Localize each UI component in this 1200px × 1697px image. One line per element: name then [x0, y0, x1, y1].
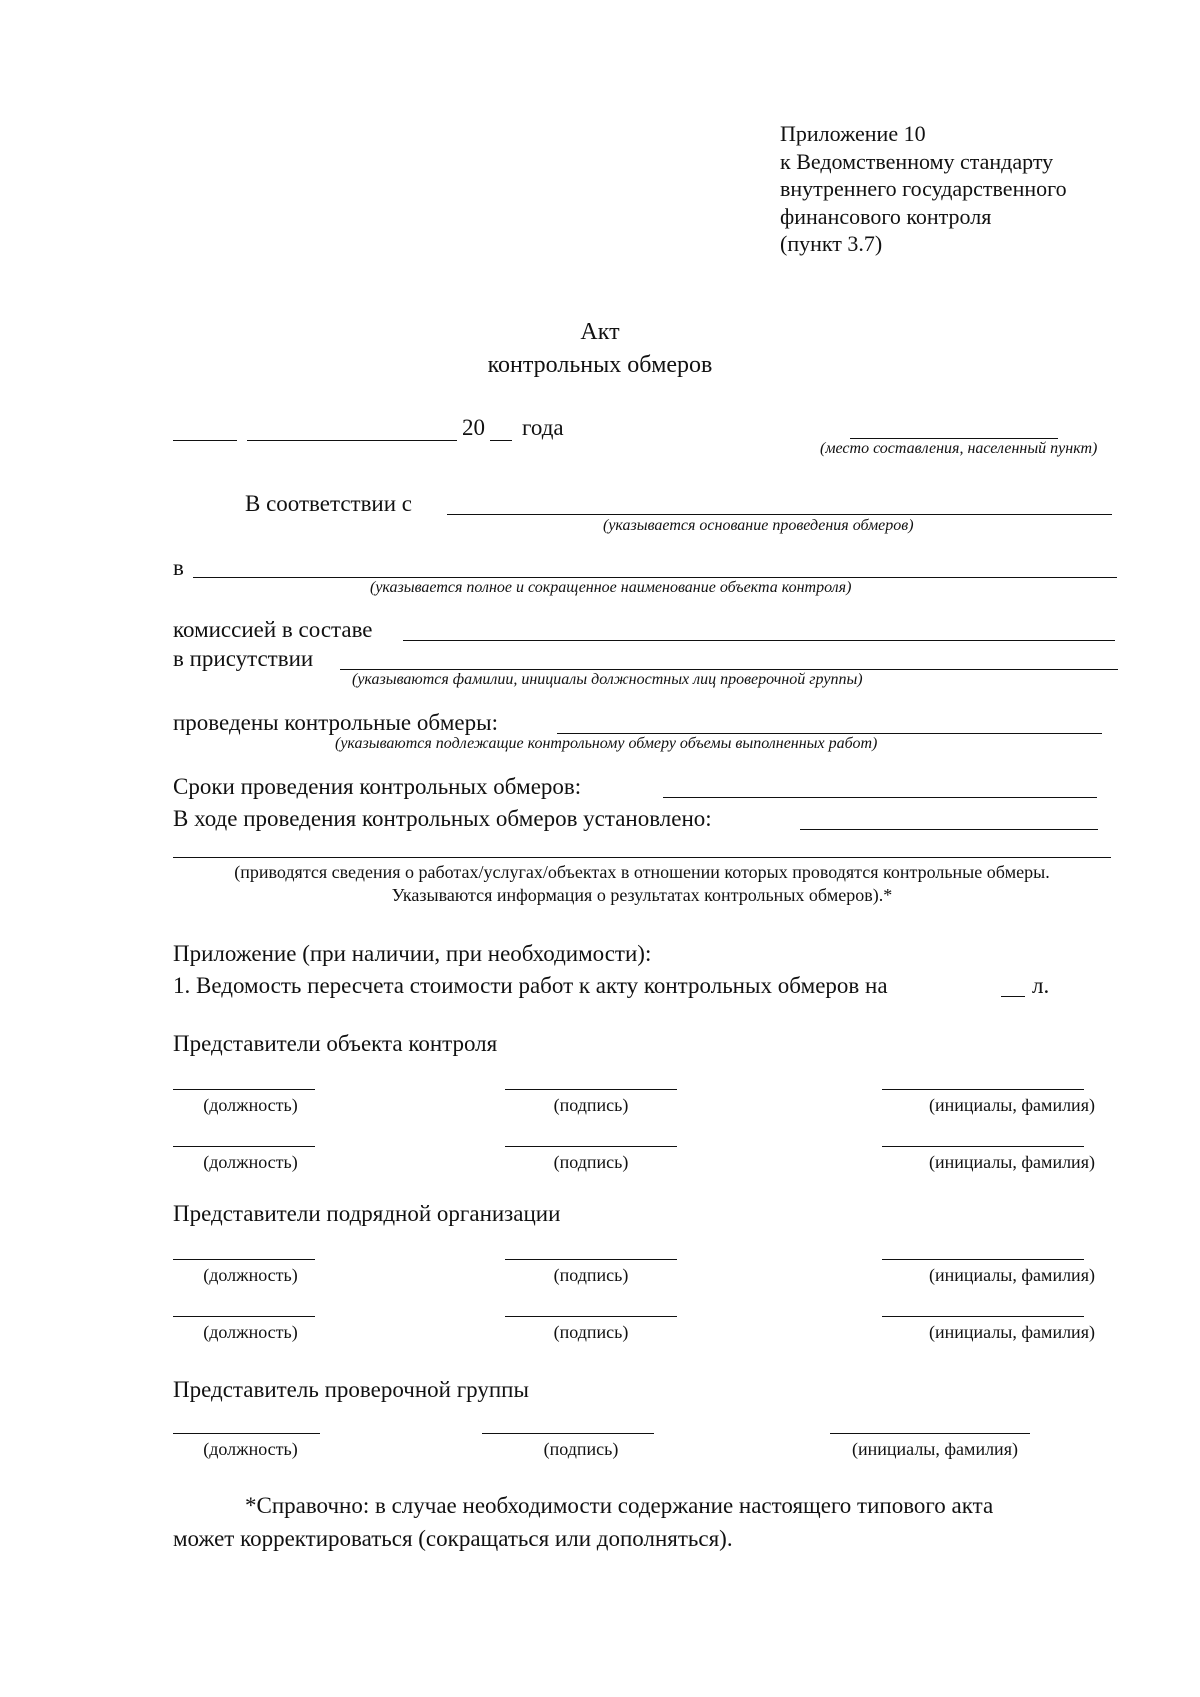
- name-label: (инициалы, фамилия): [929, 1152, 1095, 1172]
- signature-group-heading: Представитель проверочной группы: [173, 1377, 529, 1402]
- position-blank[interactable]: [173, 1089, 315, 1090]
- attachments-heading: Приложение (при наличии, при необходимости):: [173, 941, 652, 966]
- appendix-line: Приложение 10: [780, 121, 926, 146]
- signature-group-heading: Представители объекта контроля: [173, 1031, 498, 1056]
- position-blank[interactable]: [173, 1259, 315, 1260]
- presence-blank[interactable]: [340, 669, 1118, 670]
- findings-blank[interactable]: [800, 829, 1098, 830]
- document-title: Акт: [580, 319, 620, 345]
- findings-note-line2: Указываются информация о результатах контрольных обмеров).*: [391, 885, 893, 905]
- position-blank[interactable]: [173, 1433, 320, 1434]
- signature-blank[interactable]: [505, 1089, 677, 1090]
- name-blank[interactable]: [882, 1259, 1084, 1260]
- basis-label: В соответствии с: [245, 491, 413, 516]
- name-blank[interactable]: [830, 1433, 1030, 1434]
- name-blank[interactable]: [882, 1089, 1084, 1090]
- basis-hint: (указывается основание проведения обмеров): [603, 517, 914, 534]
- year-blank[interactable]: [490, 440, 512, 441]
- name-blank[interactable]: [882, 1316, 1084, 1317]
- position-label: (должность): [203, 1439, 298, 1459]
- footnote-line1: *Справочно: в случае необходимости содержание настоящего типового акта: [245, 1493, 994, 1518]
- name-label: (инициалы, фамилия): [929, 1322, 1095, 1342]
- signature-group-heading: Представители подрядной организации: [173, 1201, 561, 1226]
- month-blank[interactable]: [247, 440, 457, 441]
- commission-hint: (указываются фамилии, инициалы должностных лиц проверочной группы): [352, 671, 863, 688]
- measurements-blank[interactable]: [557, 733, 1102, 734]
- attachment-item-suffix: л.: [1032, 973, 1050, 998]
- commission-label: комиссией в составе: [173, 617, 373, 642]
- name-blank[interactable]: [882, 1146, 1084, 1147]
- presence-label: в присутствии: [173, 646, 314, 671]
- day-blank[interactable]: [173, 440, 237, 441]
- findings-extra-blank[interactable]: [173, 857, 1111, 858]
- object-label: в: [173, 555, 184, 580]
- year-suffix: года: [522, 415, 564, 440]
- document-subtitle: контрольных обмеров: [487, 352, 713, 378]
- position-label: (должность): [203, 1152, 298, 1172]
- object-hint: (указывается полное и сокращенное наименование объекта контроля): [370, 579, 852, 596]
- signature-label: (подпись): [553, 1095, 629, 1115]
- findings-note-line1: (приводятся сведения о работах/услугах/объектах в отношении которых проводятся контрольные обмеры.: [234, 862, 1050, 882]
- footnote-line2: может корректироваться (сокращаться или дополняться).: [173, 1526, 733, 1551]
- place-hint: (место составления, населенный пункт): [820, 440, 1098, 457]
- position-label: (должность): [203, 1322, 298, 1342]
- appendix-block: [780, 120, 1067, 258]
- signature-label: (подпись): [543, 1439, 619, 1459]
- terms-blank[interactable]: [663, 797, 1097, 798]
- position-label: (должность): [203, 1265, 298, 1285]
- signature-blank[interactable]: [505, 1146, 677, 1147]
- appendix-line: внутреннего государственного: [780, 176, 1067, 201]
- appendix-line: финансового контроля: [780, 203, 992, 229]
- terms-label: Сроки проведения контрольных обмеров:: [173, 774, 582, 799]
- year-prefix: 20: [462, 415, 485, 440]
- signature-label: (подпись): [553, 1322, 629, 1342]
- position-label: (должность): [203, 1095, 298, 1115]
- appendix-line: (пункт 3.7): [780, 231, 883, 256]
- position-blank[interactable]: [173, 1316, 315, 1317]
- appendix-line: к Ведомственному стандарту: [780, 148, 1054, 174]
- sheets-count-blank[interactable]: [1001, 996, 1025, 997]
- object-blank[interactable]: [193, 577, 1117, 578]
- name-label: (инициалы, фамилия): [929, 1265, 1095, 1285]
- attachment-item-text: 1. Ведомость пересчета стоимости работ к акту контрольных обмеров на: [173, 973, 888, 998]
- findings-label: В ходе проведения контрольных обмеров установлено:: [173, 806, 712, 831]
- place-blank[interactable]: [850, 438, 1058, 439]
- measurements-label: проведены контрольные обмеры:: [173, 710, 498, 735]
- signature-blank[interactable]: [482, 1433, 654, 1434]
- commission-blank[interactable]: [403, 640, 1115, 641]
- name-label: (инициалы, фамилия): [929, 1095, 1095, 1115]
- basis-blank[interactable]: [447, 514, 1112, 515]
- position-blank[interactable]: [173, 1146, 315, 1147]
- measurements-hint: (указываются подлежащие контрольному обмеру объемы выполненных работ): [335, 735, 878, 752]
- signature-blank[interactable]: [505, 1259, 677, 1260]
- signature-label: (подпись): [553, 1152, 629, 1172]
- name-label: (инициалы, фамилия): [852, 1439, 1018, 1459]
- signature-label: (подпись): [553, 1265, 629, 1285]
- signature-blank[interactable]: [505, 1316, 677, 1317]
